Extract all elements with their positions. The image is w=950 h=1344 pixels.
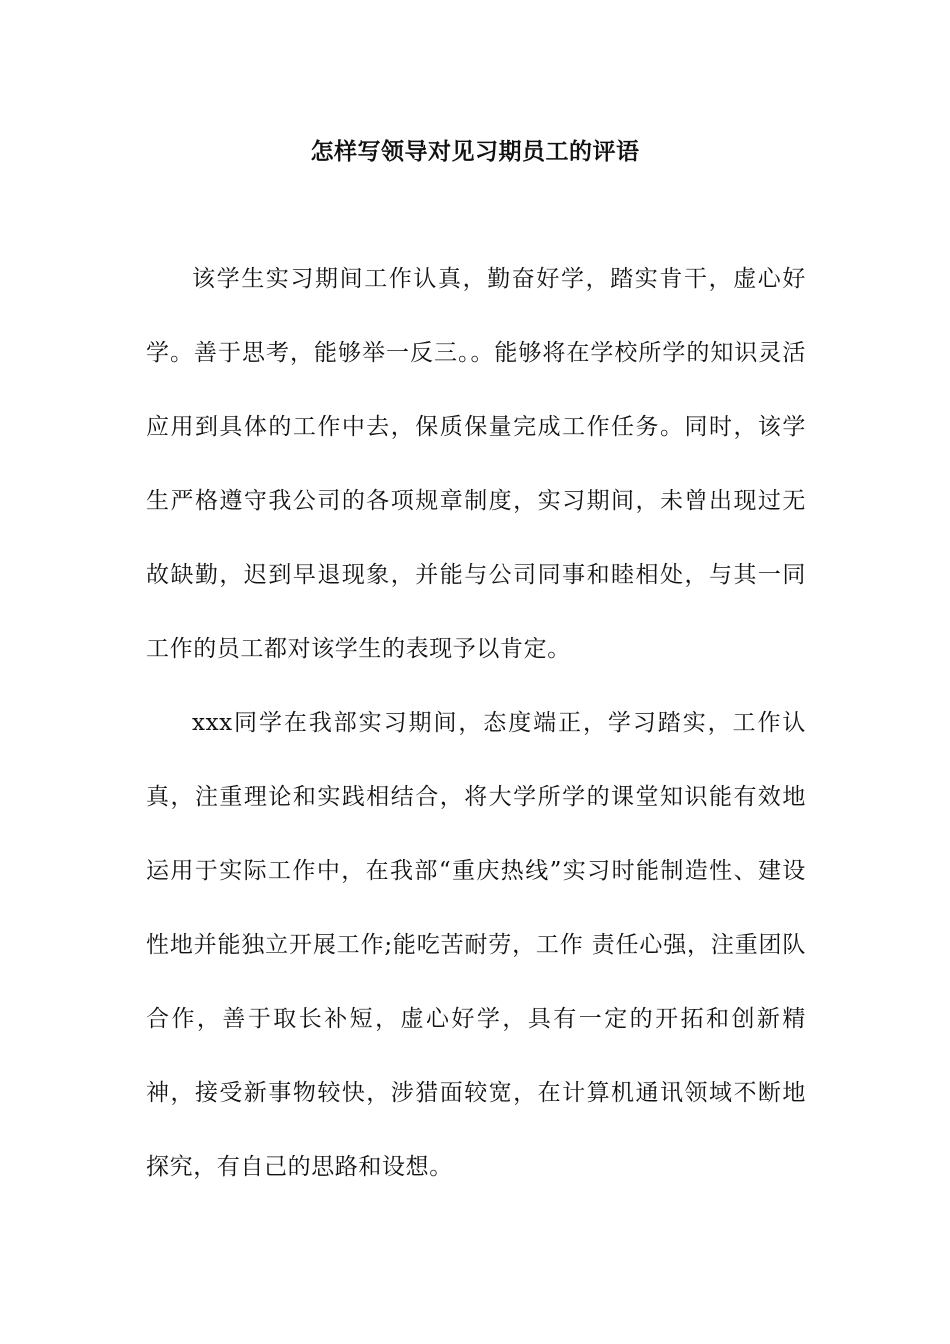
document-title: 怎样写领导对见习期员工的评语: [310, 138, 640, 165]
paragraph-1: 该学生实习期间工作认真，勤奋好学，踏实肯干，虚心好学。善于思考，能够举一反三。。能够将在学校所学的知识灵活应用到具体的工作中去，保质保量完成工作任务。同时，该学生严格遵守我公司的各项规章制度，实习期间，未曾出现过无故缺勤，迟到早退现象，并能与公司同事和睦相处，与其一同工作的员工都对该学生的表现予以肯定。: [146, 266, 806, 662]
paragraph-2: xxx同学在我部实习期间，态度端正，学习踏实，工作认真，注重理论和实践相结合，将大学所学的课堂知识能有效地运用于实际工作中，在我部“重庆热线”实习时能制造性、建设性地并能独立开展工作;能吃苦耐劳，工作 责任心强，注重团队合作，善于取长补短，虚心好学，具有一定的开拓和创新精神，接受新事物较快，涉猎面较宽，在计算机通讯领域不断地探究，有自己的思路和设想。: [146, 710, 806, 1180]
document-body: [146, 242, 806, 1204]
